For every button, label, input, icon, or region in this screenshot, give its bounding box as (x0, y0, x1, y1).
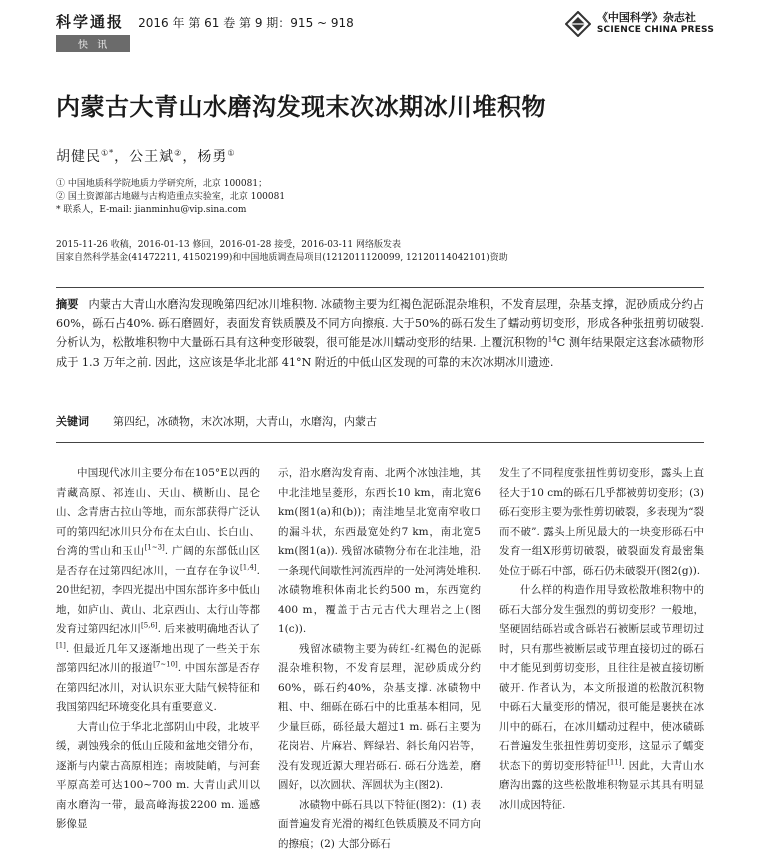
paragraph: 残留冰碛物主要为砖红-红褐色的泥砾混杂堆积物，不发育层理，泥砂质成分约60%，砾石约40%，杂基支撑. 冰碛物中粗、中、细砾在砾石中的比重基本相同，见少量巨砾，砾径最大超过1 m. 砾石主要为花岗岩、片麻岩、辉绿岩、斜长角闪岩等，没有发现近源大理岩砾石. 砾石分选差，磨圆好，以次圆状、浑圆状为主(图2). (278, 642, 481, 791)
keywords-label: 关键词 (56, 415, 89, 428)
body-column-3 (499, 464, 704, 815)
paragraph: 什么样的构造作用导致松散堆积物中的砾石大部分发生强烈的剪切变形？一般地，坚硬固结砾岩或含砾岩石被断层或节理切过时，只有那些被断层或节理直接切过的砾石中才能见到剪切变形，且往往是被直接切断破开. 作者认为，本文所报道的松散沉积物中砾石大量变形的情况，很可能是裹挟在冰川中的砾石，在冰川蠕动过程中，使冰碛砾石普遍发生张扭性剪切变形，这显示了蠕变状态下的剪切变形特征[11]. 因此，大青山水磨沟出露的这些松散堆积物显示其具有明显冰川成因特征. (499, 584, 704, 811)
publisher-name-en: SCIENCE CHINA PRESS (596, 25, 714, 35)
author-mark: ① (227, 148, 236, 158)
journal-header (56, 13, 354, 52)
corresponding-author: * 联系人，E-mail: jianminhu@vip.sina.com (56, 205, 247, 215)
paragraph: 中国现代冰川主要分布在105°E以西的青藏高原、祁连山、天山、横断山、昆仑山、念青唐古拉山等地，而东部获得广泛认可的第四纪冰川只分布在太白山、长白山、台湾的雪山和玉山[1~3]. 广阔的东部低山区是否存在过第四纪冰川，一直存在争议[1,4]. 20世纪初，李四光提出中国东部许多中低山地，如庐山、黄山、北京西山、太行山等都发育过第四纪冰川[5,6]. 后来被明确地否认了[1]. 但最近几年又逐渐地出现了一些关于东部第四纪冰川的报道[7~10]. 中国东部是否存在第四纪冰川，对认识东亚大陆气候特征和我国第四纪环境变化具有重要意义. (56, 467, 260, 713)
dates-line: 2015-11-26 收稿，2016-01-13 修回，2016-01-28 接受，2016-03-11 网络版发表 (56, 240, 402, 250)
journal-name: 科学通报 (56, 13, 125, 31)
affiliations (56, 178, 285, 217)
issue-info: 2016 年 第 61 卷 第 9 期：915 ~ 918 (138, 16, 354, 30)
divider (56, 287, 704, 288)
abstract-label: 摘要 (56, 298, 79, 311)
keywords-text: 第四纪，冰碛物，末次冰期，大青山，水磨沟，内蒙古 (113, 415, 377, 428)
affiliation-line: ① 中国地质科学院地质力学研究所，北京 100081； (56, 179, 268, 189)
body-column-2 (278, 464, 481, 854)
author-list: 胡健民①*，公王斌②，杨勇① (56, 148, 236, 165)
citation: [1,4] (240, 563, 257, 571)
publisher-name-cn: 《中国科学》杂志社 (596, 11, 696, 24)
body-column-1 (56, 464, 260, 835)
abstract-text: C 测年结果限定这套冰碛物形成于 1.3 万年之前. 因此，这应该是华北北部 41°N 附近的中低山区发现的可靠的末次冰期冰川遗迹. (56, 336, 704, 369)
abstract (56, 295, 704, 372)
author-name: 胡健民 (56, 149, 101, 165)
publisher-logo (565, 11, 714, 37)
paragraph: 示，沿水磨沟发育南、北两个冰蚀洼地，其中北洼地呈菱形，东西长10 km，南北宽6 km(图1(a)和(b))；南洼地呈北宽南窄收口的漏斗状，东西最宽处约7 km，南北宽5 km(图1(a)). 残留冰碛物分布在北洼地，沿一条现代间歇性河流西岸的一处河湾处堆积. 冰碛物堆积体南北长约500 m，东西宽约400 m，覆盖于古元古代大理岩之上(图1(c)). (278, 467, 481, 635)
article-title: 内蒙古大青山水磨沟发现末次冰期冰川堆积物 (56, 93, 546, 121)
isotope-superscript: 14 (547, 335, 557, 344)
funding-line: 国家自然科学基金(41472211, 41502199)和中国地质调查局项目(1212011120099, 12120114042101)资助 (56, 253, 508, 263)
author-name: 公王斌 (129, 149, 175, 165)
citation: [11] (607, 758, 622, 766)
author-mark: ② (174, 148, 183, 158)
citation: [1~3] (144, 543, 165, 552)
divider (56, 442, 704, 443)
citation: [7~10] (153, 660, 178, 669)
citation: [1] (56, 641, 66, 649)
section-tag: 快 讯 (56, 35, 130, 52)
abstract-text: 内蒙古大青山水磨沟发现晚第四纪冰川堆积物. 冰碛物主要为红褐色泥砾混杂堆积，不发育层理，杂基支撑，泥砂质成分约占60%，砾石占40%. 砾石磨圆好，表面发育铁质膜及不同方向擦痕. 大于50%的砾石发生了蠕动剪切变形，形成各种张扭剪切破裂. 分析认为，松散堆积物中大量砾石具有这种变形破裂，很可能是冰川蠕动变形的结果. 上覆沉积物的 (56, 298, 704, 350)
publication-history (56, 239, 508, 265)
keywords (56, 413, 377, 429)
diamond-logo-icon (565, 11, 591, 37)
paragraph: 发生了不同程度张扭性剪切变形，露头上直径大于10 cm的砾石几乎都被剪切变形；(3) 砾石变形主要为张性剪切破裂，多表现为“裂而不破”. 露头上所见最大的一块变形砾石中发育一组X形剪切破裂，破裂面发育最密集处位于砾石中部，砾石仍未破裂开(图2(g)). (499, 467, 704, 577)
paragraph: 大青山位于华北北部阴山中段，北坡平缓，剥蚀残余的低山丘陵和盆地交错分布，逐渐与内蒙古高原相连；南坡陡峭，与河套平原高差可达100~700 m. 大青山武川以南水磨沟一带，最高峰海拔2200 m. 遥感影像显 (56, 720, 260, 830)
paragraph: 冰碛物中砾石具以下特征(图2)：(1) 表面普遍发育光滑的褐红色铁质膜及不同方向的擦痕；(2) 大部分砾石 (278, 798, 481, 850)
citation: [5,6] (141, 621, 158, 630)
author-name: 杨勇 (197, 149, 228, 165)
author-mark: ①* (101, 148, 115, 158)
affiliation-line: ② 国土资源部古地磁与古构造重点实验室，北京 100081 (56, 192, 286, 202)
